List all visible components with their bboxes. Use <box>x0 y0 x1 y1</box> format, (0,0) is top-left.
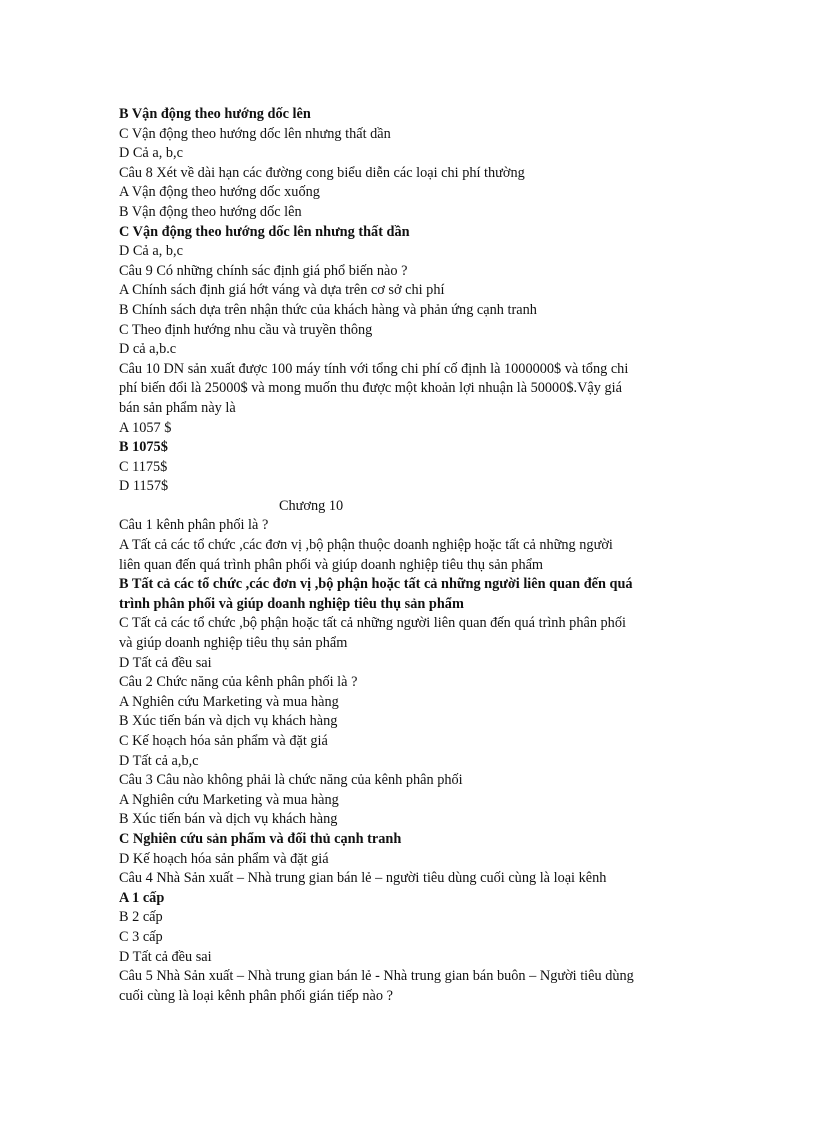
text-line: B Vận động theo hướng dốc lên <box>119 106 311 122</box>
text-line: C Vận động theo hướng dốc lên nhưng thất dần <box>119 125 391 142</box>
text-line: A Nghiên cứu Marketing và mua hàng <box>119 693 339 710</box>
text-line: D Cả a, b,c <box>119 145 183 162</box>
text-line: D cả a,b.c <box>119 341 177 358</box>
text-line: phí biến đổi là 25000$ và mong muốn thu được một khoản lợi nhuận là 50000$.Vậy giá <box>119 380 622 397</box>
text-line: C Tất cả các tổ chức ,bộ phận hoặc tất cả những người liên quan đến quá trình phân phối <box>119 615 626 632</box>
text-line: D Tất cả đều sai <box>119 654 212 671</box>
text-line: B Vận động theo hướng dốc lên <box>119 203 302 220</box>
text-line: B 2 cấp <box>119 909 163 926</box>
text-line: B Xúc tiến bán và dịch vụ khách hàng <box>119 811 338 828</box>
text-line: trình phân phối và giúp doanh nghiệp tiêu thụ sản phẩm <box>119 595 464 612</box>
text-line: B Tất cả các tổ chức ,các đơn vị ,bộ phận hoặc tất cả những người liên quan đến quá <box>119 576 633 593</box>
text-line: C 1175$ <box>119 458 168 475</box>
text-line: D Cả a, b,c <box>119 243 183 260</box>
text-line: A Nghiên cứu Marketing và mua hàng <box>119 791 339 808</box>
text-line: D 1157$ <box>119 478 169 495</box>
text-line: Câu 1 kênh phân phối là ? <box>119 517 269 534</box>
text-line: liên quan đến quá trình phân phối và giúp doanh nghiệp tiêu thụ sản phẩm <box>119 556 544 573</box>
chapter-heading: Chương 10 <box>279 497 344 514</box>
text-line: A 1 cấp <box>119 889 165 906</box>
text-line: cuối cùng là loại kênh phân phối gián tiếp nào ? <box>119 987 393 1004</box>
text-line: Câu 9 Có những chính sác định giá phổ biến nào ? <box>119 262 408 279</box>
text-line: Câu 8 Xét về dài hạn các đường cong biểu diễn các loại chi phí thường <box>119 164 525 181</box>
text-line: D Kế hoạch hóa sản phẩm và đặt giá <box>119 850 329 867</box>
text-line: D Tất cả đều sai <box>119 948 212 965</box>
text-line: A 1057 $ <box>119 419 172 436</box>
text-line: C 3 cấp <box>119 928 163 945</box>
text-line: A Tất cả các tổ chức ,các đơn vị ,bộ phận thuộc doanh nghiệp hoặc tất cả những người <box>119 537 613 554</box>
text-line: Câu 3 Câu nào không phải là chức năng của kênh phân phối <box>119 772 463 789</box>
text-line: C Theo định hướng nhu cầu và truyền thông <box>119 321 373 338</box>
text-line: Câu 5 Nhà Sản xuất – Nhà trung gian bán lẻ - Nhà trung gian bán buôn – Người tiêu dùng <box>119 968 634 985</box>
text-line: B Xúc tiến bán và dịch vụ khách hàng <box>119 713 338 730</box>
text-line: Câu 4 Nhà Sản xuất – Nhà trung gian bán lẻ – người tiêu dùng cuối cùng là loại kênh <box>119 870 607 887</box>
text-line: C Vận động theo hướng dốc lên nhưng thất dần <box>119 223 410 240</box>
text-line: A Chính sách định giá hớt váng và dựa trên cơ sở chi phí <box>119 282 445 299</box>
text-line: C Kế hoạch hóa sản phẩm và đặt giá <box>119 733 328 749</box>
text-line: Câu 2 Chức năng của kênh phân phối là ? <box>119 674 358 691</box>
document-page <box>119 105 709 1006</box>
text-line: C Nghiên cứu sản phẩm và đối thủ cạnh tranh <box>119 830 402 847</box>
text-line: B 1075$ <box>119 439 168 456</box>
text-line: Câu 10 DN sản xuất được 100 máy tính với tổng chi phí cố định là 1000000$ và tổng chi <box>119 360 629 377</box>
text-line: và giúp doanh nghiệp tiêu thụ sản phẩm <box>119 635 348 652</box>
text-line: A Vận động theo hướng dốc xuống <box>119 184 320 201</box>
text-line: bán sản phẩm này là <box>119 399 236 416</box>
text-line: D Tất cả a,b,c <box>119 752 199 769</box>
text-line: B Chính sách dựa trên nhận thức của khách hàng và phản ứng cạnh tranh <box>119 301 537 318</box>
